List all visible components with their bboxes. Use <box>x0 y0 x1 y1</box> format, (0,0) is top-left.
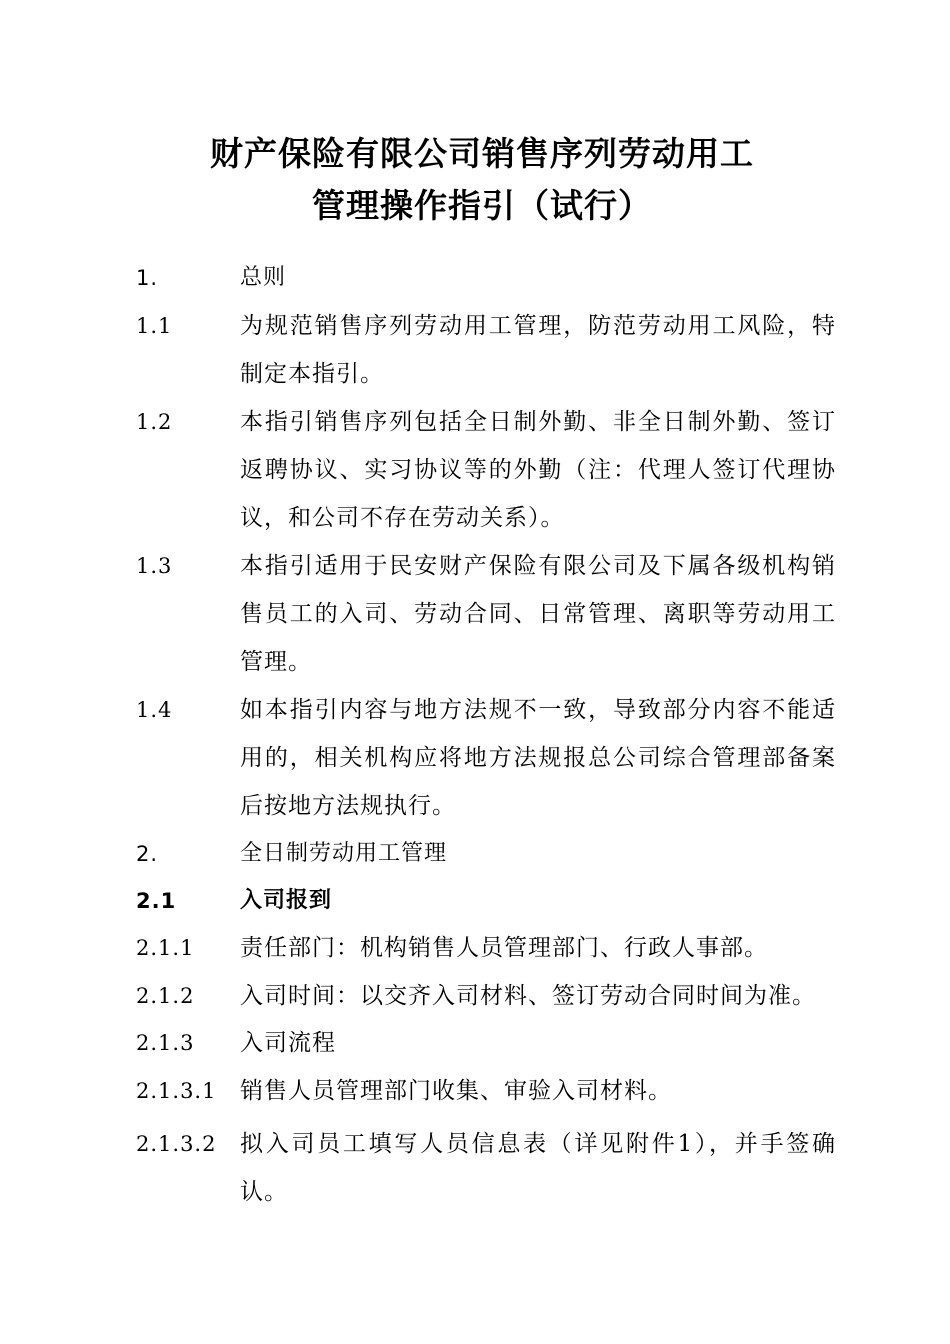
section-heading: 全日制劳动用工管理 <box>240 841 448 866</box>
page-title-line-2: 管理操作指引（试行） <box>312 186 652 225</box>
section-text: 本指引销售序列包括全日制外勤、非全日制外勤、签订返聘协议、实习协议等的外勤（注：代理人签订代理协议，和公司不存在劳动关系）。 <box>240 409 836 531</box>
section-number: 1.4 <box>136 698 173 722</box>
section-number: 1. <box>136 266 159 290</box>
section-number: 2. <box>136 842 159 866</box>
section-number: 2.1.3.1 <box>136 1079 217 1103</box>
section-text: 入司流程 <box>240 1030 336 1056</box>
section-number: 2.1.3 <box>136 1031 195 1055</box>
page-title-line-1: 财产保险有限公司销售序列劳动用工 <box>210 134 754 173</box>
section-text: 本指引适用于民安财产保险有限公司及下属各级机构销售员工的入司、劳动合同、日常管理、离职等劳动用工管理。 <box>240 553 836 675</box>
section-text: 入司时间：以交齐入司材料、签订劳动合同时间为准。 <box>240 983 816 1009</box>
section-number: 1.1 <box>136 314 173 338</box>
section-text: 如本指引内容与地方法规不一致，导致部分内容不能适用的，相关机构应将地方法规报总公司综合管理部备案后按地方法规执行。 <box>240 697 836 819</box>
section-text: 为规范销售序列劳动用工管理，防范劳动用工风险，特制定本指引。 <box>240 313 836 387</box>
section-heading: 总则 <box>240 265 287 290</box>
section-number: 1.2 <box>136 410 173 434</box>
section-text: 责任部门：机构销售人员管理部门、行政人事部。 <box>240 935 768 961</box>
section-number: 2.1.1 <box>136 936 195 960</box>
section-text: 拟入司员工填写人员信息表（详见附件1），并手签确认。 <box>240 1131 836 1205</box>
section-number: 2.1.3.2 <box>136 1132 217 1156</box>
section-number: 1.3 <box>136 554 173 578</box>
section-text: 销售人员管理部门收集、审验入司材料。 <box>240 1078 672 1104</box>
section-number: 2.1 <box>136 889 177 913</box>
section-number: 2.1.2 <box>136 984 195 1008</box>
section-heading: 入司报到 <box>240 888 333 913</box>
